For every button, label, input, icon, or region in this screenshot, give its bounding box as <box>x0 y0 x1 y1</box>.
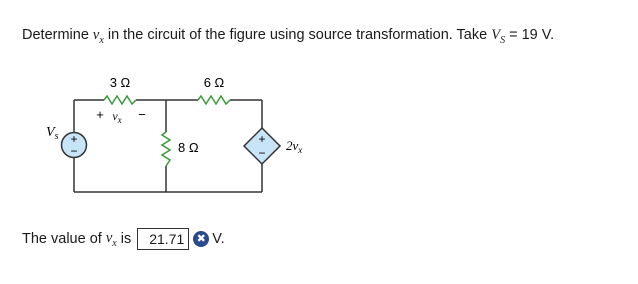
answer-is: is <box>120 231 132 247</box>
voltage-source-minus: − <box>70 144 78 158</box>
resistor-r3 <box>162 132 170 166</box>
voltage-source-label: $V_s$ <box>46 125 59 142</box>
vx-minus: − <box>138 107 146 122</box>
dependent-source-plus: + <box>258 132 266 146</box>
wrong-icon: ✖ <box>193 231 209 247</box>
answer-input[interactable]: 21.71 <box>137 228 189 250</box>
resistor-r2-label: 6 Ω <box>203 75 225 90</box>
answer-prefix: The value of <box>22 231 102 247</box>
resistor-r3-label: 8 Ω <box>178 140 199 155</box>
voltage-source-plus: + <box>70 132 78 146</box>
resistor-r1 <box>104 96 136 104</box>
question-source-symbol: $V_S$ <box>491 27 506 46</box>
resistor-r1-label: 3 Ω <box>109 75 131 90</box>
question-prefix: Determine <box>22 27 89 43</box>
vx-label: $v_x$ <box>112 109 122 125</box>
answer-variable: $v_x$ <box>105 229 117 249</box>
question-suffix: = 19 V. <box>509 27 555 43</box>
vx-plus: + <box>96 107 104 122</box>
answer-row <box>22 228 225 250</box>
question-variable: $v_x$ <box>92 27 104 46</box>
dependent-source-label: $2v_x$ <box>286 138 303 155</box>
dependent-source-minus: − <box>258 146 266 160</box>
resistor-r2 <box>198 96 230 104</box>
question-middle: in the circuit of the figure using source transformation. Take <box>107 27 488 43</box>
answer-unit: V. <box>212 231 225 247</box>
